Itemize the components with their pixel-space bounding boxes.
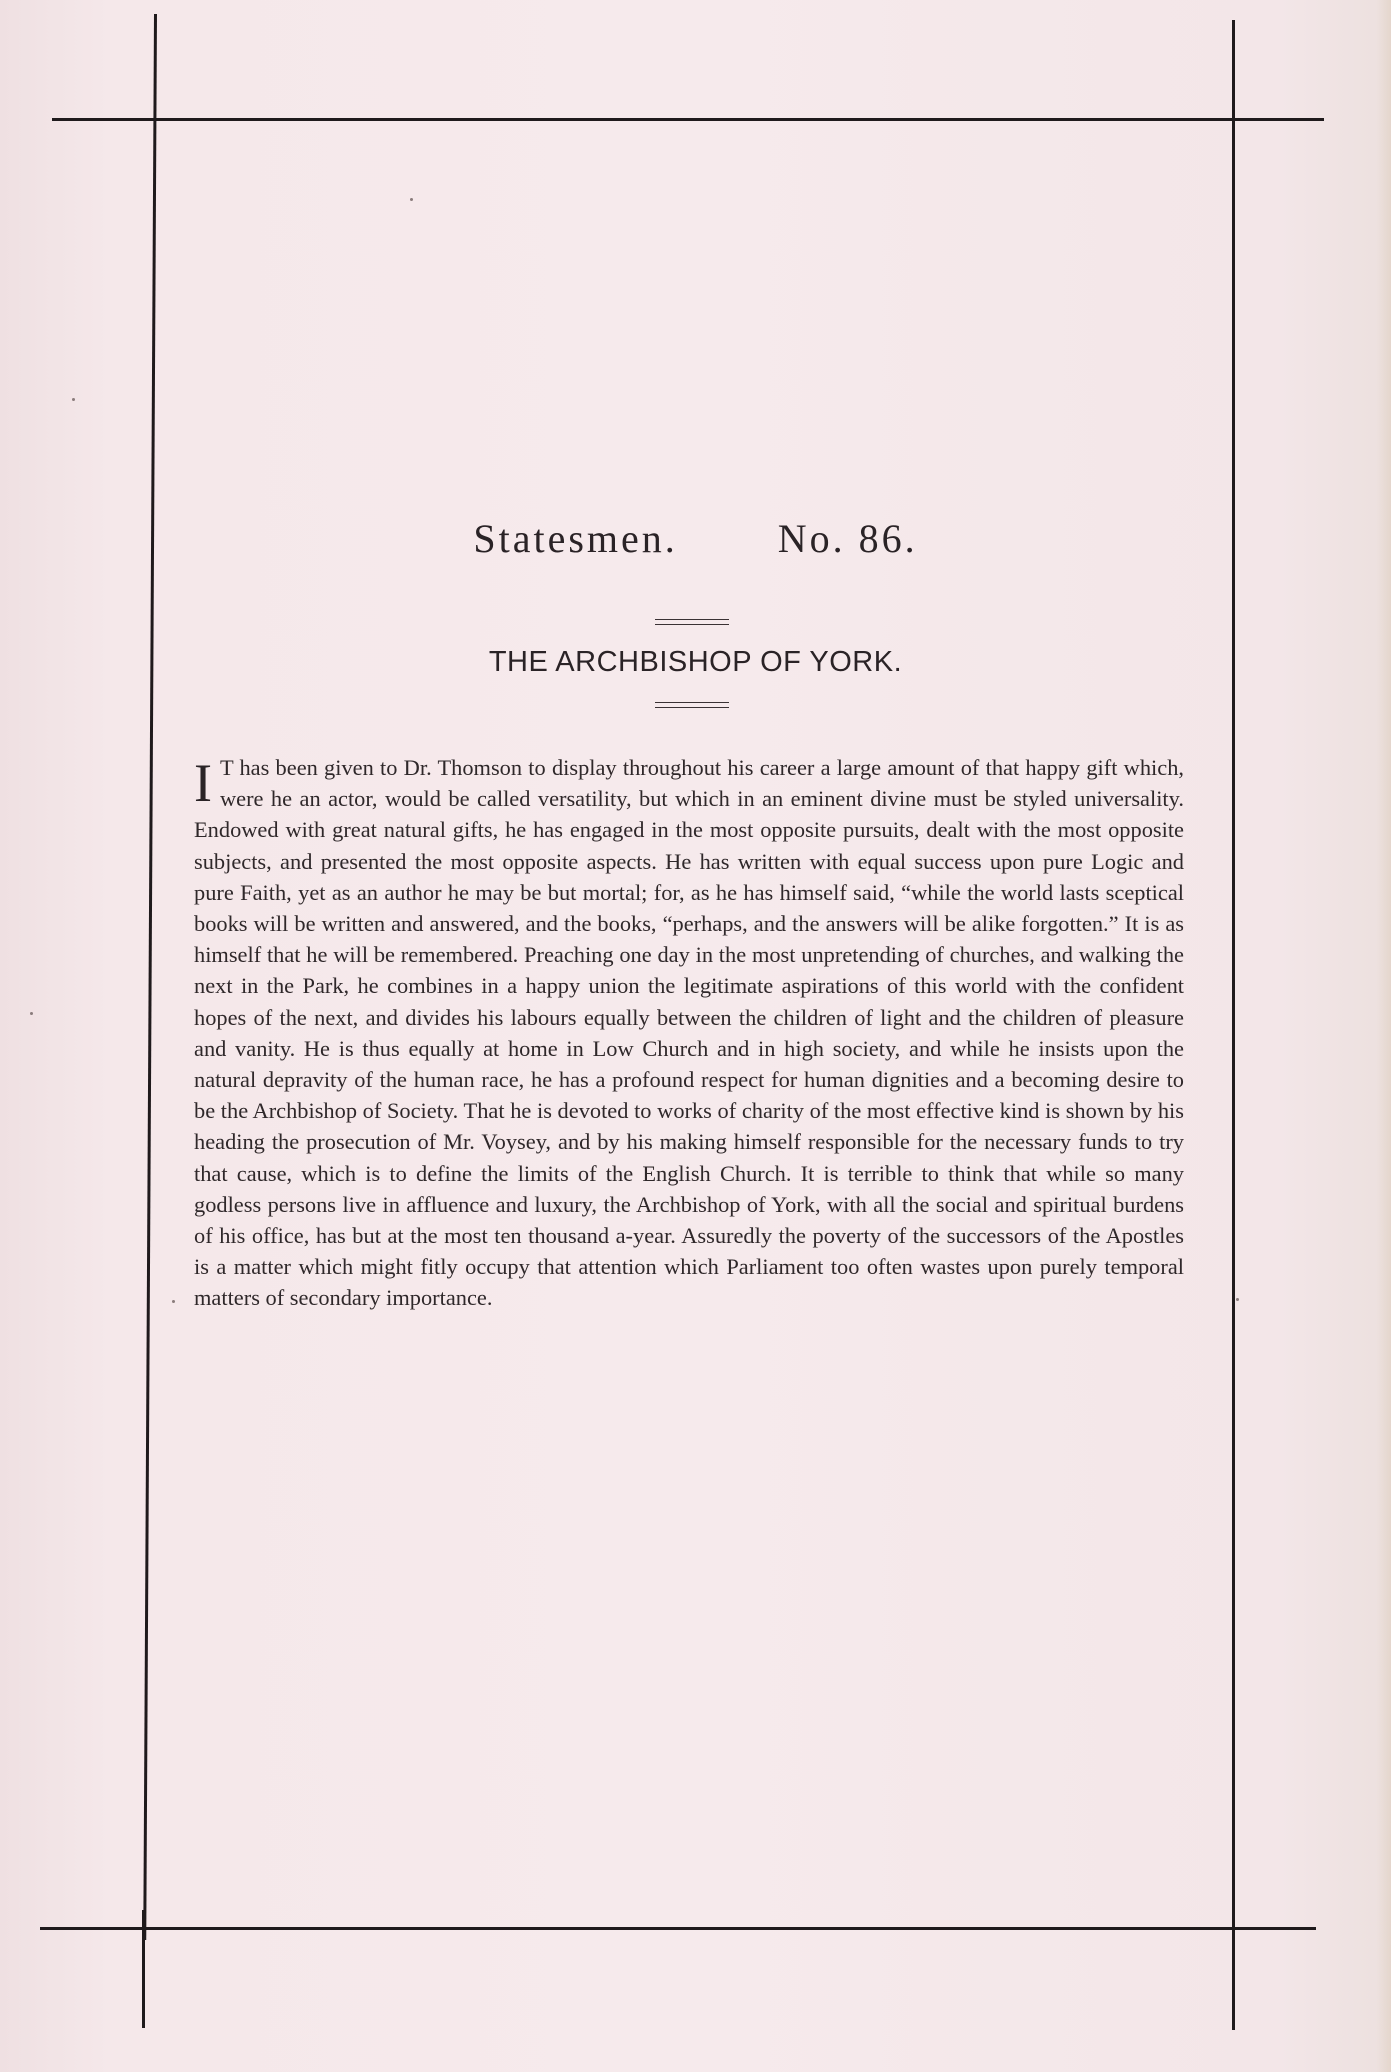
article-body-text: T has been given to Dr. Thomson to display throughout his career a large amount of that happy gift which, were he an actor, would be called versatility, but which in an eminent divine must be styled universality. Endowed with great natural gifts, he has engaged in the most opposite pursuits, dealt with the most opposite subjects, and presented the most opposite aspects. He has written with equal success upon pure Logic and pure Faith, yet as an author he may be but mortal; for, as he has himself said, “while the world lasts sceptical books will be written and answered, and the books, “perhaps, and the answers will be alike forgotten.” It is as himself that he will be remembered. Preaching one day in the most unpretending of churches, and walking the next in the Park, he combines in a happy union the legitimate aspirations of this world with the confident hopes of the next, and divides his labours equally between the children of light and the children of pleasure and vanity. He is thus equally at home in Low Church and in high society, and while he insists upon the natural depravity of the human race, he has a profound respect for human dignities and a becoming desire to be the Archbishop of Society. That he is devoted to works of charity of the most effective kind is shown by his heading the prosecution of Mr. Voysey, and by his making himself responsible for the necessary funds to try that cause, which is to define the limits of the English Church. It is terrible to think that while so many godless persons live in affluence and luxury, the Archbishop of York, with all the social and spiritual burdens of his office, has but at the most ten thousand a-year. Assuredly the poverty of the successors of the Apostles is a matter which might fitly occupy that attention which Parliament too often wastes upon purely temporal matters of secondary importance. xyxy=(194,755,1184,1311)
series-heading xyxy=(150,515,1241,562)
frame-bottom-rule xyxy=(40,1927,1316,1930)
double-rule-top xyxy=(655,619,729,625)
article-title: THE ARCHBISHOP OF YORK. xyxy=(488,646,903,678)
frame-top-rule xyxy=(52,118,1324,121)
number-label: No. 86. xyxy=(777,516,918,561)
drop-cap: I xyxy=(194,753,212,813)
paper-speck xyxy=(410,198,413,201)
article-body xyxy=(194,752,1184,1314)
double-rule-bottom xyxy=(655,702,729,708)
paper-speck xyxy=(172,1300,175,1303)
paper-speck xyxy=(1236,1298,1239,1301)
series-label: Statesmen. xyxy=(473,516,678,561)
paper-speck xyxy=(30,1012,33,1015)
frame-left-rule-lower xyxy=(142,1910,145,2028)
paper-speck xyxy=(72,398,75,401)
frame-right-rule xyxy=(1232,20,1235,2030)
paper-edge xyxy=(1377,0,1391,2072)
